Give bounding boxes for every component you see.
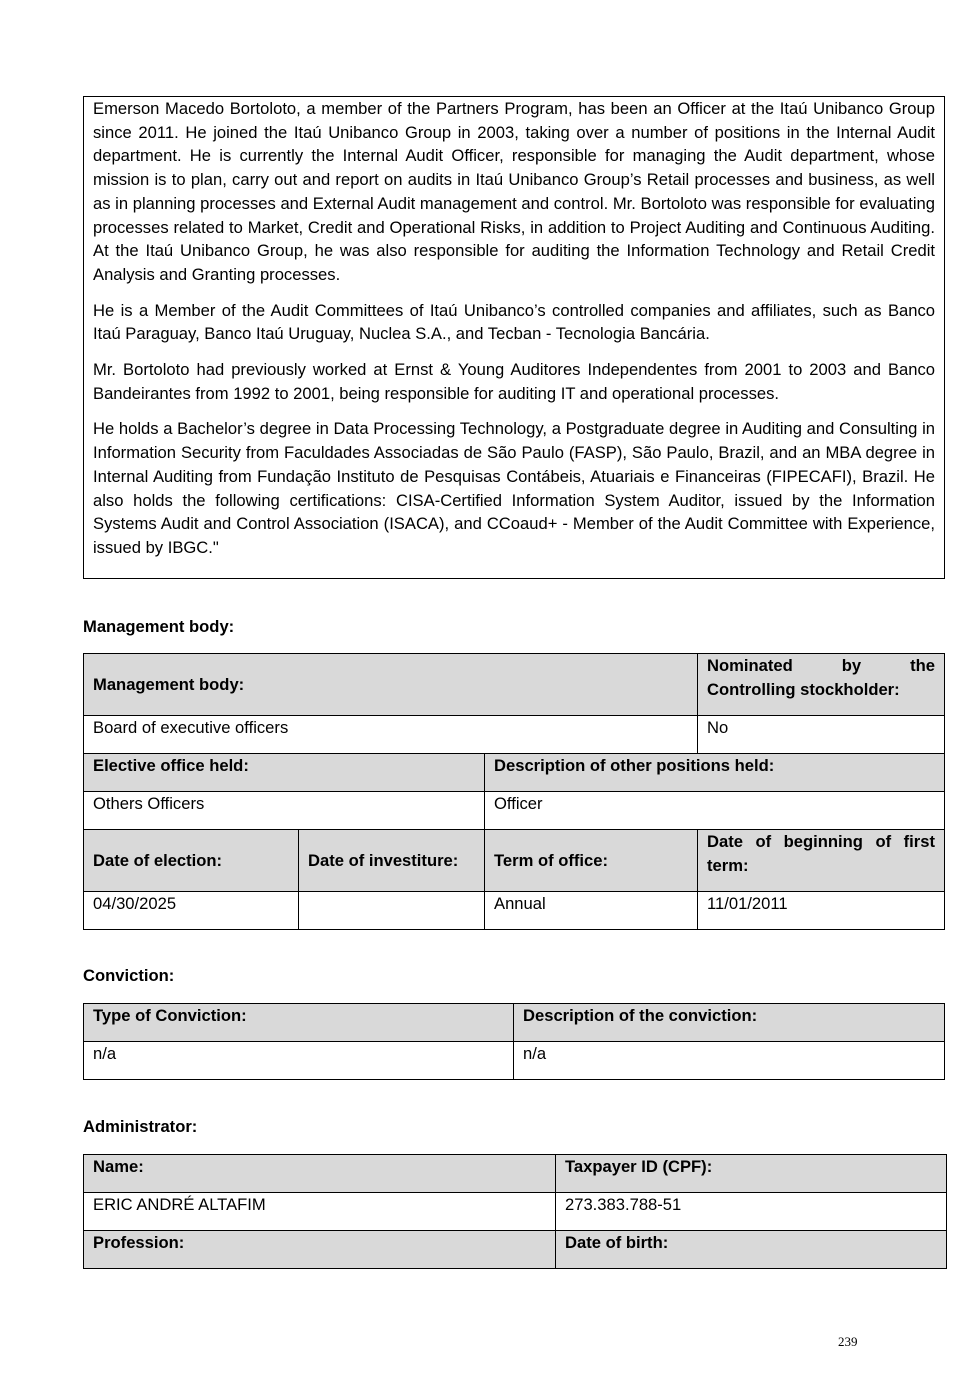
conviction-type-value: n/a <box>84 1042 514 1080</box>
name-header: Name: <box>84 1155 556 1193</box>
date-election-value: 04/30/2025 <box>84 892 299 930</box>
profession-header: Profession: <box>84 1231 556 1269</box>
bio-paragraph-2: He is a Member of the Audit Committees of Itaú Unibanco’s controlled companies and affiliates, such as Banco Itaú Paraguay, Banco Itaú Uruguay, Nuclea S.A., and Tecban - Tecnologia Bancária. <box>93 300 935 344</box>
first-term-header-line1: Date of beginning of first <box>707 832 935 851</box>
elective-office-header: Elective office held: <box>84 754 485 792</box>
first-term-header <box>698 830 945 892</box>
nominated-header-line2: Controlling stockholder: <box>707 680 900 699</box>
bio-paragraph-4: He holds a Bachelor’s degree in Data Processing Technology, a Postgraduate degree in Auditing and Consulting in Information Security from Faculdades Associadas de São Paulo (FASP), São Paulo, Brazil, and an MBA degree in Internal Auditing from Fundação Instituto de Pesquisas Contábeis, Atuariais e Financeiras (FIPECAFI), Brazil. He also holds the following certifications: CISA-Certified Information System Auditor, issued by the Information Systems Audit and Control Association (ISACA), and CCoaud+ - Member of the Audit Committee with Experience, issued by IBGC." <box>93 419 935 557</box>
date-election-header: Date of election: <box>84 830 299 892</box>
name-value: ERIC ANDRÉ ALTAFIM <box>84 1193 556 1231</box>
cpf-value: 273.383.788-51 <box>556 1193 947 1231</box>
nominated-header-line1: Nominated by the <box>707 656 935 675</box>
management-body-header: Management body: <box>84 654 698 716</box>
page-number: 239 <box>838 1334 858 1349</box>
management-table <box>83 653 945 930</box>
nominated-value: No <box>698 716 945 754</box>
bio-paragraph-1: Emerson Macedo Bortoloto, a member of the Partners Program, has been an Officer at the Itaú Unibanco Group since 2011. He joined the Itaú Unibanco Group in 2003, taking over a number of positions in the Internal Audit department. He is currently the Internal Audit Officer, responsible for managing the Audit department, whose mission is to plan, carry out and report on audits in Itaú Unibanco Group’s Retail processes and business, as well as in planning processes and External Audit management and control. Mr. Bortoloto was responsible for evaluating processes related to Market, Credit and Operational Risks, in addition to Project Auditing and Continuous Auditing. At the Itaú Unibanco Group, he was also responsible for auditing the Information Technology and Retail Credit Analysis and Granting processes. <box>93 99 935 284</box>
date-investiture-value <box>299 892 485 930</box>
management-section-title: Management body: <box>83 617 235 636</box>
conviction-table <box>83 1003 945 1080</box>
nominated-header <box>698 654 945 716</box>
conviction-section-title: Conviction: <box>83 966 175 985</box>
administrator-table <box>83 1154 947 1269</box>
management-body-value: Board of executive officers <box>84 716 698 754</box>
other-positions-value: Officer <box>485 792 945 830</box>
cpf-header: Taxpayer ID (CPF): <box>556 1155 947 1193</box>
first-term-value: 11/01/2011 <box>698 892 945 930</box>
date-investiture-header: Date of investiture: <box>299 830 485 892</box>
conviction-description-value: n/a <box>514 1042 945 1080</box>
biography-box <box>83 96 945 579</box>
term-office-value: Annual <box>485 892 698 930</box>
bio-paragraph-3: Mr. Bortoloto had previously worked at Ernst & Young Auditores Independentes from 2001 to 2003 and Banco Bandeirantes from 1992 to 2001, being responsible for auditing IT and operational processes. <box>93 360 935 403</box>
first-term-header-line2: term: <box>707 856 749 875</box>
birth-date-header: Date of birth: <box>556 1231 947 1269</box>
term-office-header: Term of office: <box>485 830 698 892</box>
conviction-type-header: Type of Conviction: <box>84 1004 514 1042</box>
conviction-description-header: Description of the conviction: <box>514 1004 945 1042</box>
other-positions-header: Description of other positions held: <box>485 754 945 792</box>
elective-office-value: Others Officers <box>84 792 485 830</box>
administrator-section-title: Administrator: <box>83 1117 198 1136</box>
